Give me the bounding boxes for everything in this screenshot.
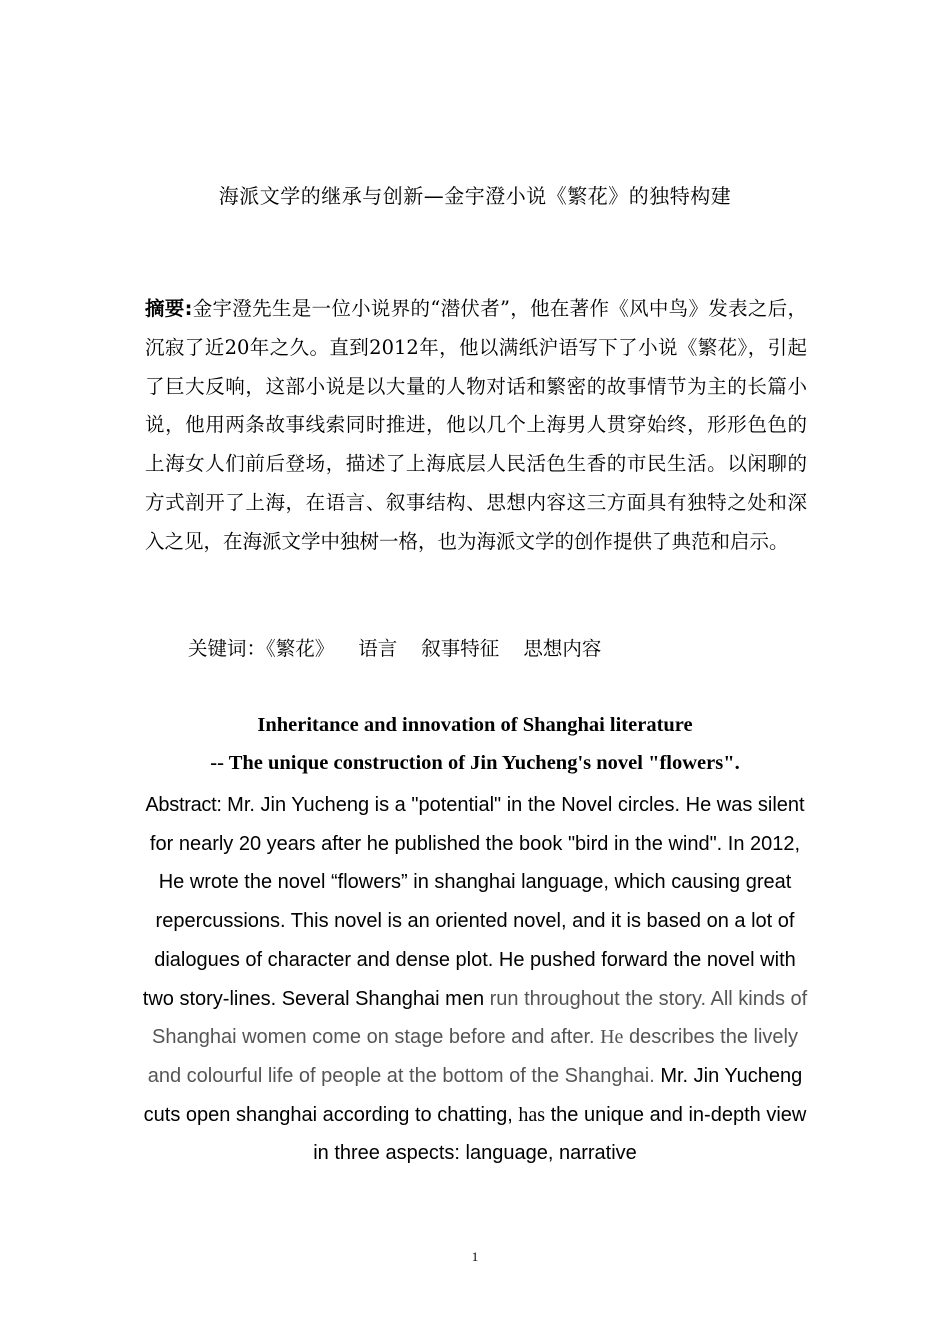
english-abstract-text: the unique and in-depth view in three aspects: language, narrative	[313, 1103, 807, 1165]
english-title-line-1: Inheritance and innovation of Shanghai literature	[257, 714, 693, 736]
keyword-item: 语言	[358, 637, 398, 660]
keyword-item: 思想内容	[523, 637, 602, 660]
english-abstract	[140, 786, 810, 1173]
chinese-keywords	[188, 633, 601, 661]
english-title-line-2: -- The unique construction of Jin Yucheng's novel "flowers".	[210, 752, 740, 774]
english-abstract-text: has	[518, 1103, 546, 1126]
english-abstract-text: He	[600, 1026, 624, 1049]
english-abstract-text: run throughout the story. All kinds of Shanghai women come on stage before and after.	[152, 987, 808, 1049]
chinese-abstract	[145, 290, 807, 562]
keyword-item: 《繁花》	[266, 637, 335, 660]
keyword-item: 叙事特征	[421, 637, 500, 660]
page-number: 1	[471, 1249, 479, 1264]
english-abstract-text: Mr. Jin Yucheng is a "potential" in the Novel circles. He was silent for nearly 20 years after he published the book "bird in the wind". In 2012, He wrote the novel “flowers” in shanghai language, which causing great repercussions. This novel is an oriented novel, and it is based on a lot of dialogues of character and dense plot. He pushed forward the novel with two story-lines. Several Shanghai men	[142, 794, 805, 1010]
english-abstract-text: Mr. Jin Yucheng cuts open shanghai according to chatting,	[143, 1064, 803, 1126]
chinese-abstract-label: 摘要:	[145, 297, 193, 320]
chinese-keywords-label: 关键词：	[188, 637, 267, 660]
english-abstract-text: describes the lively and colourful life of people at the bottom of the Shanghai.	[147, 1026, 798, 1087]
chinese-abstract-text: 金宇澄先生是一位小说界的“潜伏者”，他在著作《风中鸟》发表之后，沉寂了近20年之久。直到2012年，他以满纸沪语写下了小说《繁花》，引起了巨大反响，这部小说是以大量的人物对话和繁密的故事情节为主的长篇小说，他用两条故事线索同时推进，他以几个上海男人贯穿始终，形形色色的上海女人们前后登场，描述了上海底层人民活色生香的市民生活。以闲聊的方式剖开了上海，在语言、叙事结构、思想内容这三方面具有独特之处和深入之见，在海派文学中独树一格，也为海派文学的创作提供了典范和启示。	[145, 297, 807, 553]
chinese-title: 海派文学的继承与创新—金宇澄小说《繁花》的独特构建	[218, 184, 732, 208]
english-abstract-label: Abstract:	[145, 794, 222, 816]
